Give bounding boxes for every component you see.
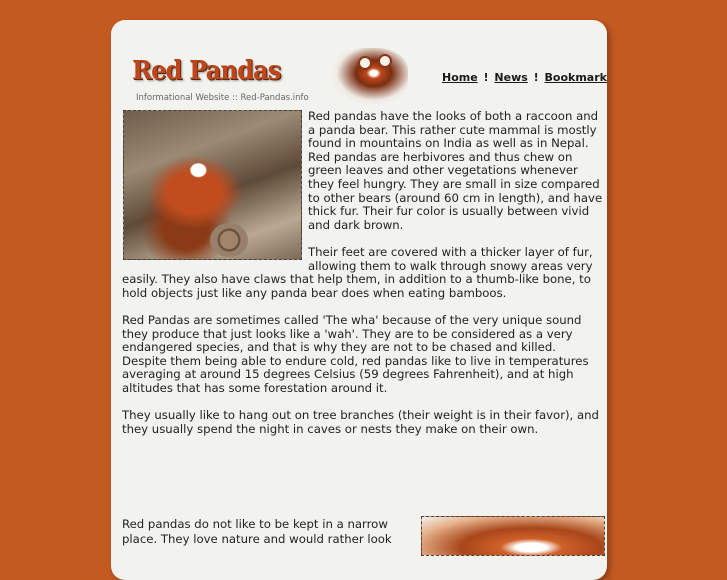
ear-shape [378,54,392,68]
red-panda-photo-2 [421,516,605,556]
log-shape [210,223,248,257]
paragraph: Red pandas do not like to be kept in a narrow place. They love nature and would rather look [122,517,392,546]
main-content [122,110,606,450]
nav-home-link[interactable]: Home [442,71,478,84]
paragraph: Red Pandas are sometimes called 'The wha' because of the very unique sound they produce that just looks like a 'wah'. They are to be considered as a very endangered species, and that is why they are not to be chased and killed. [122,312,582,355]
top-navigation [442,71,607,84]
nav-news-link[interactable]: News [494,71,528,84]
ear-shape [358,56,372,70]
paragraph: Despite them being able to endure cold, red pandas like to live in temperatures averaging at around 15 degrees Celsius (59 degrees Fahrenheit), and at high altitudes that has some forestation around it. [122,353,589,395]
nav-bookmark-link[interactable]: Bookmark [544,71,607,84]
header-red-panda-image [332,48,408,104]
paragraph: They usually like to hang out on tree branches (their weight is in their favor), and they usually spend the night in caves or nests they make on their own. [122,408,599,436]
paragraph: Red pandas have the looks of both a raccoon and a panda bear. This rather cute mammal is mostly found in mountains on India as well as in Nepal. Red pandas are herbivores and thus chew on green leaves and other vegetations whenever they feel hungry. They are small in size compared to other bears (around 60 cm in length), and have thick fur. Their fur color is usually between vivid and dark brown. [308,109,603,232]
red-panda-photo [123,110,302,260]
nav-separator: ! [483,71,489,84]
site-subtitle: Informational Website :: Red-Pandas.info [136,93,309,103]
paragraph: Their feet are covered with a thicker layer of fur, allowing them to walk through snowy areas very easily. They also have claws that help them, in addition to a thumb-like bone, to hold objects just like any panda bear does when eating bamboos. [122,244,593,300]
nav-separator: ! [533,71,539,84]
site-logo[interactable]: Red Pandas [132,56,281,86]
